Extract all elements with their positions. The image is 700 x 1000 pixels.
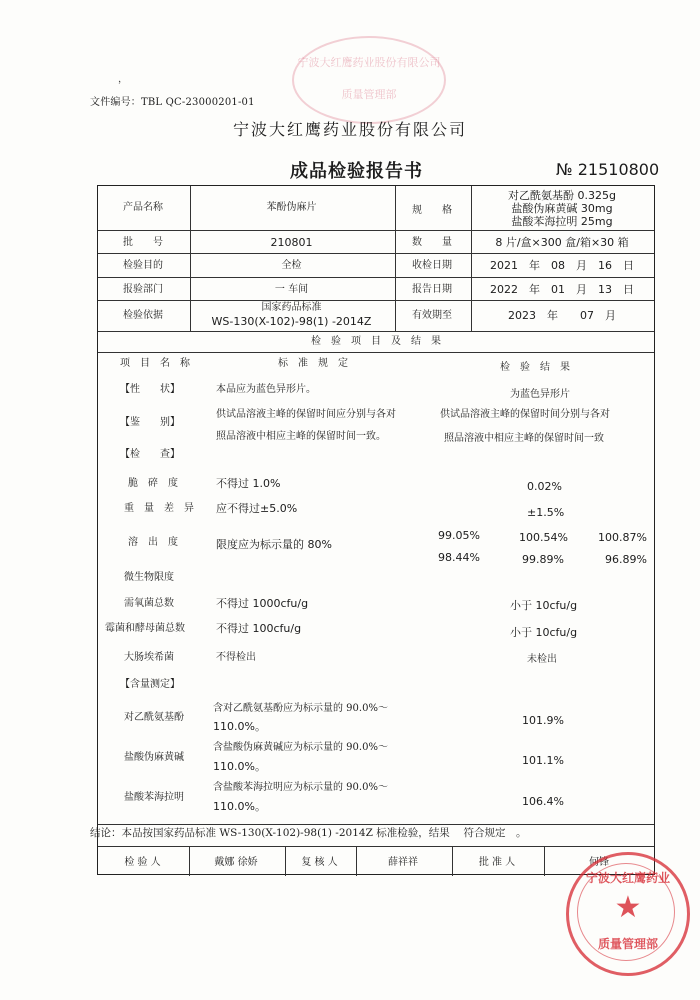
conclusion: 结论：本品按国家药品标准 WS-130(X-102)-98(1) -2014Z 标准检验，结果 符合规定 。 bbox=[90, 827, 527, 839]
received-date-label: 收检日期 bbox=[412, 260, 452, 271]
company-name: 宁波大红鹰药业股份有限公司 bbox=[232, 120, 467, 139]
faint-stamp-text-bottom: 质量管理部 bbox=[341, 88, 397, 101]
report-number: № 21510800 bbox=[556, 160, 660, 179]
inspector-label: 检 验 人 bbox=[124, 857, 161, 868]
friability-result: 0.02% bbox=[527, 480, 562, 493]
weight-variation-result: ±1.5% bbox=[527, 506, 565, 519]
faint-stamp-text-top: 宁波大红鹰药业股份有限公司 bbox=[297, 56, 441, 69]
dept-label: 报验部门 bbox=[123, 284, 163, 295]
assay1-result: 101.9% bbox=[522, 714, 564, 727]
basis-label: 检验依据 bbox=[123, 310, 163, 321]
col-header-item: 项 目 名 称 bbox=[120, 358, 190, 369]
assay2-standard-2: 110.0%。 bbox=[213, 760, 266, 773]
product-name-label: 产品名称 bbox=[123, 202, 163, 213]
col-header-standard: 标 准 规 定 bbox=[278, 358, 348, 369]
dept-value: 一 车间 bbox=[274, 284, 309, 295]
dissolution-standard: 限度应为标示量的 80% bbox=[216, 538, 332, 551]
spec-label: 规 格 bbox=[412, 205, 452, 216]
row-divider bbox=[98, 846, 654, 847]
validity-label: 有效期至 bbox=[412, 310, 452, 321]
report-date-value: 2022 年 01 月 13 日 bbox=[490, 283, 634, 296]
assay1-label: 对乙酰氨基酚 bbox=[124, 712, 184, 723]
identification-standard-1: 供试品溶液主峰的保留时间应分别与各对 bbox=[216, 409, 396, 420]
spec-line-1: 对乙酰氨基酚 0.325g bbox=[508, 189, 616, 202]
section-title: 检 验 项 目 及 结 果 bbox=[311, 336, 441, 347]
identification-standard-2: 照品溶液中相应主峰的保留时间一致。 bbox=[216, 431, 386, 442]
batch-label: 批 号 bbox=[123, 237, 163, 248]
dissolution-result: 100.54% bbox=[519, 531, 568, 544]
ecoli-standard: 不得检出 bbox=[216, 652, 256, 663]
assay1-standard-2: 110.0%。 bbox=[213, 720, 266, 733]
row-divider bbox=[98, 253, 654, 254]
spec-line-2: 盐酸伪麻黄碱 30mg bbox=[511, 202, 613, 215]
microbial-label: 微生物限度 bbox=[124, 572, 174, 583]
row-divider bbox=[98, 277, 654, 278]
assay-label: 【含量测定】 bbox=[120, 679, 180, 690]
assay3-label: 盐酸苯海拉明 bbox=[124, 792, 184, 803]
dissolution-result: 99.89% bbox=[522, 553, 564, 566]
assay2-result: 101.1% bbox=[522, 754, 564, 767]
assay3-standard-1: 含盐酸苯海拉明应为标示量的 90.0%～ bbox=[213, 782, 388, 793]
quantity-value: 8 片/盒×300 盒/箱×30 箱 bbox=[495, 236, 629, 249]
identification-result-1: 供试品溶液主峰的保留时间分别与各对 bbox=[440, 409, 610, 420]
inspection-label: 【检 查】 bbox=[120, 449, 180, 460]
dissolution-result: 96.89% bbox=[605, 553, 647, 566]
row-divider bbox=[98, 824, 654, 825]
appearance-result: 为蓝色异形片 bbox=[510, 389, 570, 400]
dissolution-result: 98.44% bbox=[438, 551, 480, 564]
stamp-text-bottom: 质量管理部 bbox=[597, 937, 658, 951]
quality-department-stamp bbox=[566, 852, 690, 976]
col-header-result: 检 验 结 果 bbox=[500, 362, 570, 373]
approver-label: 批 准 人 bbox=[478, 857, 516, 868]
basis-line-1: 国家药品标准 bbox=[261, 302, 322, 313]
weight-variation-standard: 应不得过±5.0% bbox=[216, 502, 298, 515]
margin-mark: ， bbox=[118, 74, 128, 85]
row-divider bbox=[98, 352, 654, 353]
assay2-standard-1: 含盐酸伪麻黄碱应为标示量的 90.0%～ bbox=[213, 742, 388, 753]
dissolution-label: 溶 出 度 bbox=[128, 537, 178, 548]
ecoli-label: 大肠埃希菌 bbox=[124, 652, 174, 663]
quantity-label: 数 量 bbox=[412, 237, 452, 248]
product-name-value: 苯酚伪麻片 bbox=[266, 202, 317, 213]
assay3-result: 106.4% bbox=[522, 795, 564, 808]
appearance-label: 【性 状】 bbox=[120, 384, 180, 395]
friability-standard: 不得过 1.0% bbox=[216, 477, 281, 490]
friability-label: 脆 碎 度 bbox=[128, 478, 178, 489]
validity-value: 2023 年 07 月 bbox=[508, 309, 616, 322]
assay3-standard-2: 110.0%。 bbox=[213, 800, 266, 813]
report-date-label: 报告日期 bbox=[412, 284, 452, 295]
ecoli-result: 未检出 bbox=[527, 654, 557, 665]
spec-line-3: 盐酸苯海拉明 25mg bbox=[511, 215, 613, 228]
appearance-standard: 本品应为蓝色异形片。 bbox=[216, 384, 316, 395]
reviewer-signature: 薛祥祥 bbox=[388, 857, 418, 868]
document-number: 文件编号：TBL QC-23000201-01 bbox=[90, 97, 255, 108]
purpose-label: 检验目的 bbox=[123, 260, 163, 271]
inspector-signature: 戴娜 徐娇 bbox=[214, 857, 258, 868]
reviewer-label: 复 核 人 bbox=[301, 857, 338, 868]
dissolution-result: 100.87% bbox=[598, 531, 647, 544]
mold-result: 小于 10cfu/g bbox=[510, 626, 578, 639]
mold-label: 霉菌和酵母菌总数 bbox=[105, 623, 185, 634]
aerobic-standard: 不得过 1000cfu/g bbox=[216, 597, 309, 610]
approver-signature: 何锋 bbox=[589, 857, 609, 868]
mold-standard: 不得过 100cfu/g bbox=[216, 622, 302, 635]
assay2-label: 盐酸伪麻黄碱 bbox=[124, 752, 184, 763]
basis-line-2: WS-130(X-102)-98(1) -2014Z bbox=[211, 315, 372, 328]
aerobic-result: 小于 10cfu/g bbox=[510, 599, 578, 612]
row-divider bbox=[98, 331, 654, 332]
weight-variation-label: 重 量 差 异 bbox=[124, 503, 194, 514]
report-title: 成品检验报告书 bbox=[290, 161, 423, 182]
batch-value: 210801 bbox=[270, 236, 313, 249]
identification-result-2: 照品溶液中相应主峰的保留时间一致 bbox=[444, 433, 604, 444]
assay1-standard-1: 含对乙酰氨基酚应为标示量的 90.0%～ bbox=[213, 703, 388, 714]
stamp-text-top: 宁波大红鹰药业 bbox=[585, 871, 670, 885]
star-icon: ★ bbox=[614, 890, 642, 925]
dissolution-result: 99.05% bbox=[438, 529, 480, 542]
received-date-value: 2021 年 08 月 16 日 bbox=[490, 259, 634, 272]
row-divider bbox=[98, 230, 654, 231]
aerobic-label: 需氧菌总数 bbox=[124, 598, 174, 609]
faint-company-stamp bbox=[292, 36, 446, 124]
identification-label: 【鉴 别】 bbox=[120, 417, 180, 428]
purpose-value: 全检 bbox=[281, 260, 302, 271]
